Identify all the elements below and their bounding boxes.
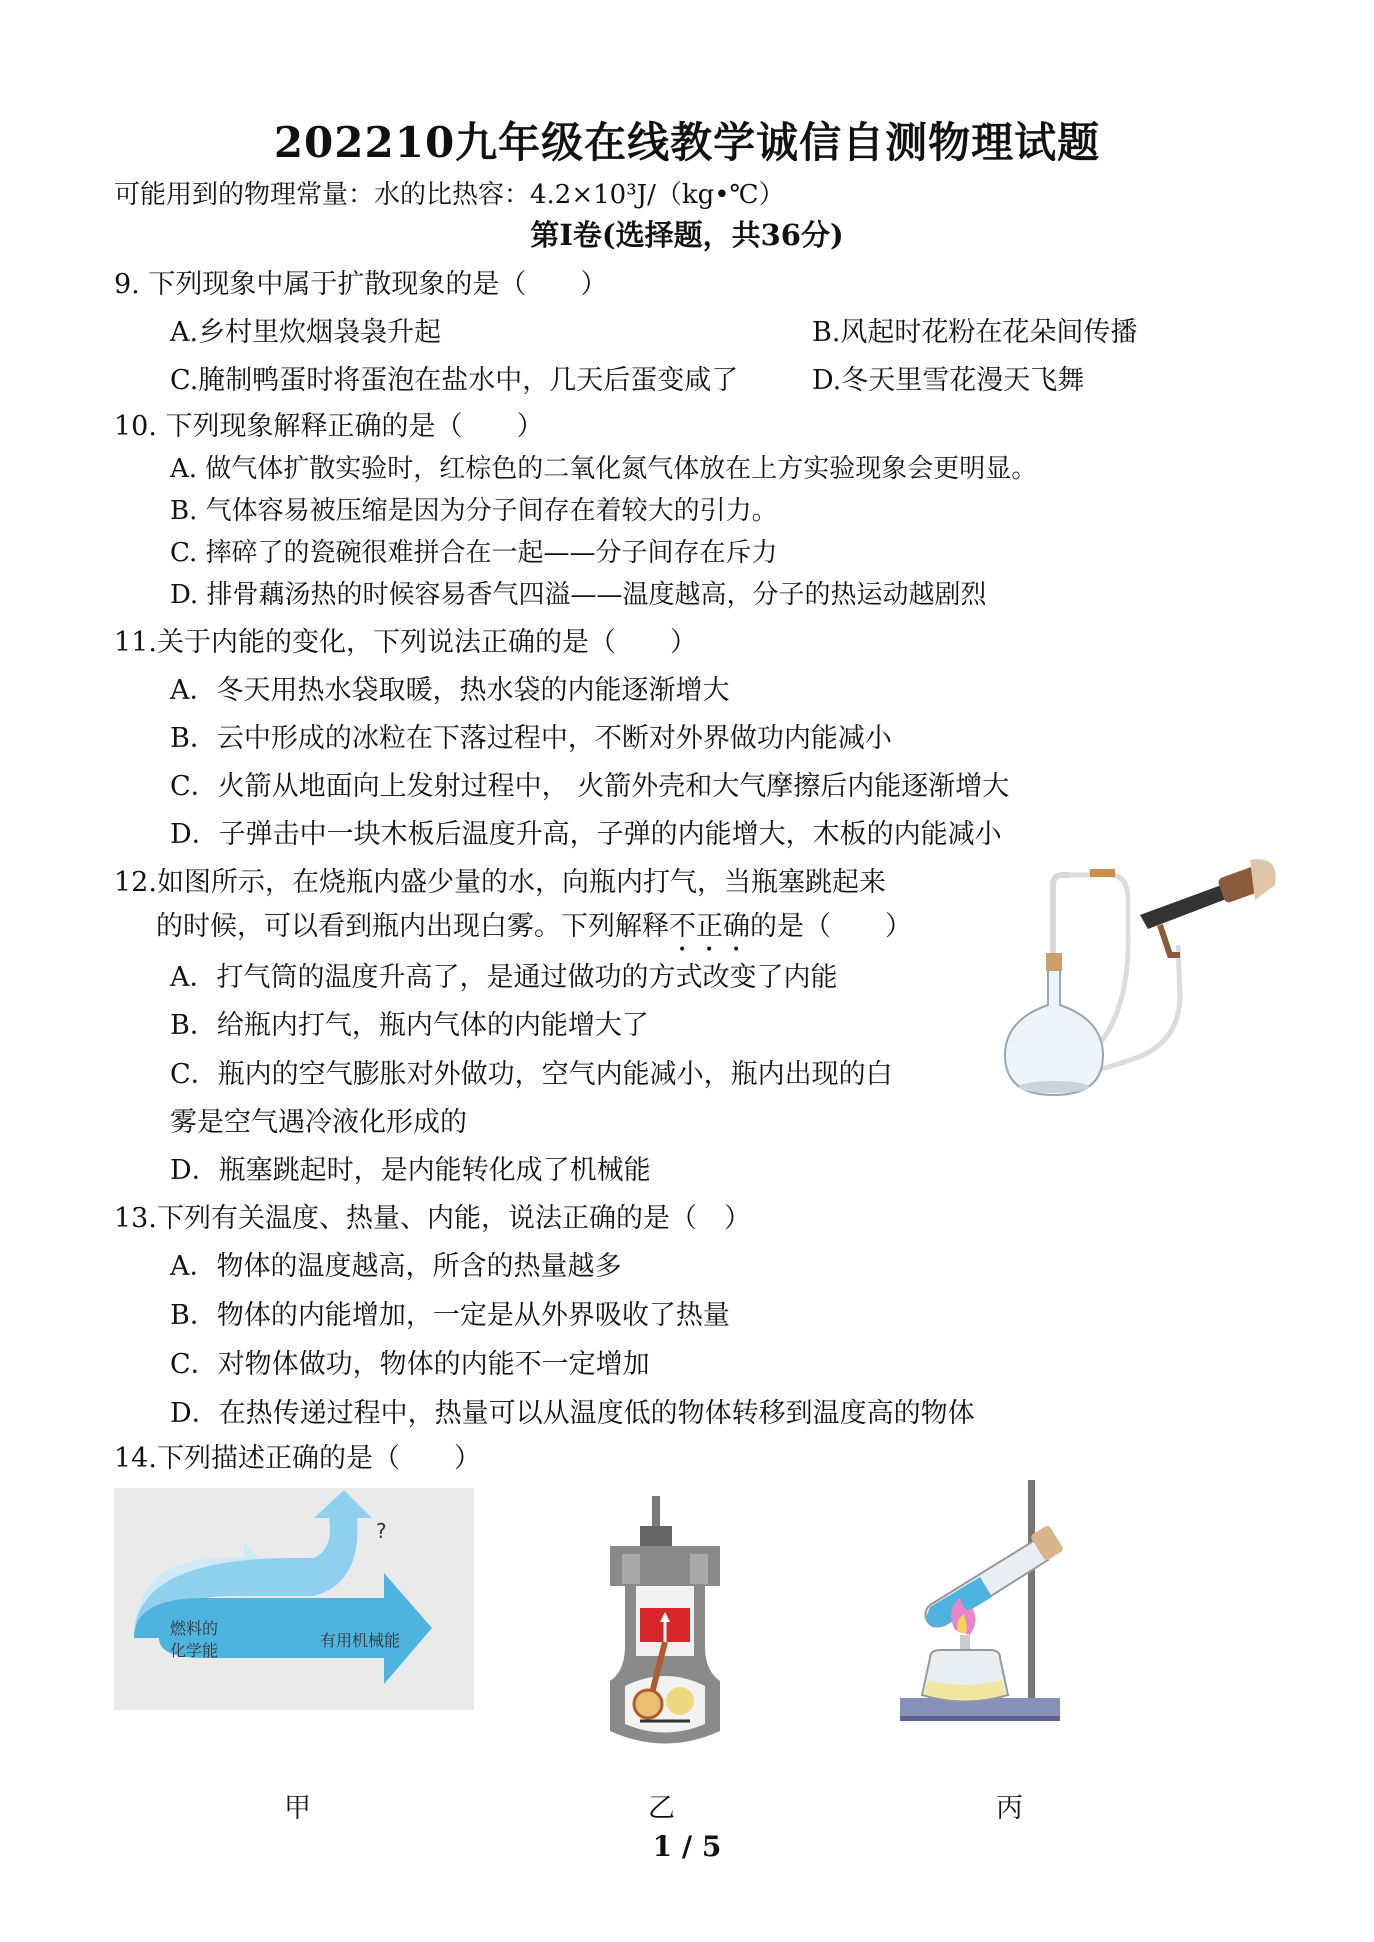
- engine-figure: [600, 1496, 730, 1750]
- question-9-option-d: D.冬天里雪花漫天飞舞: [812, 365, 1085, 396]
- question-12-option-d: D．瓶塞跳起时，是内能转化成了机械能: [170, 1155, 651, 1186]
- question-10-option-d: D. 排骨藕汤热的时候容易香气四溢——温度越高，分子的热运动越剧烈: [170, 580, 987, 610]
- question-9-option-c: C.腌制鸭蛋时将蛋泡在盐水中，几天后蛋变咸了: [170, 365, 739, 396]
- question-12-option-c-line1: C．瓶内的空气膨胀对外做功，空气内能减小，瓶内出现的白: [170, 1059, 893, 1090]
- question-13-option-d: D．在热传递过程中，热量可以从温度低的物体转移到温度高的物体: [170, 1398, 975, 1429]
- pump-icon: [1140, 859, 1276, 955]
- question-10-option-c: C. 摔碎了的瓷碗很难拼合在一起——分子间存在斥力: [170, 538, 778, 568]
- question-11-stem: 11.关于内能的变化，下列说法正确的是（ ）: [114, 627, 697, 658]
- page-number: 1 / 5: [652, 1830, 722, 1863]
- fuel-label-line1: 燃料的: [170, 1619, 219, 1638]
- question-13-option-b: B．物体的内能增加，一定是从外界吸收了热量: [170, 1300, 730, 1331]
- question-12-option-a: A．打气筒的温度升高了，是通过做功的方式改变了内能: [170, 962, 838, 993]
- question-12-stem-post: 的是（ ）: [750, 911, 912, 942]
- figure-label-bing: 丙: [996, 1793, 1023, 1824]
- question-10-option-b: B. 气体容易被压缩是因为分子间存在着较大的引力。: [170, 496, 778, 526]
- test-tube-heating-figure: [900, 1480, 1090, 1725]
- question-10-option-a: A. 做气体扩散实验时，红棕色的二氧化氮气体放在上方实验现象会更明显。: [170, 454, 1038, 484]
- test-tube-icon: [926, 1524, 1065, 1626]
- question-12-stem-line1: 12.如图所示，在烧瓶内盛少量的水，向瓶内打气，当瓶塞跳起来: [114, 867, 886, 898]
- question-12-stem-line2: [156, 904, 912, 958]
- question-11-option-a: A．冬天用热水袋取暖，热水袋的内能逐渐增大: [170, 675, 730, 706]
- question-14-stem: 14.下列描述正确的是（ ）: [114, 1443, 481, 1474]
- flask-pump-figure: [950, 855, 1280, 1105]
- flask-icon: [1005, 953, 1103, 1095]
- useful-energy-label: 有用机械能: [320, 1631, 401, 1650]
- question-11-option-d: D．子弹击中一块木板后温度升高，子弹的内能增大，木板的内能减小: [170, 819, 1002, 850]
- question-13-option-a: A．物体的温度越高，所含的热量越多: [170, 1251, 622, 1282]
- question-mark: ?: [376, 1519, 387, 1543]
- question-11-option-c: C．火箭从地面向上发射过程中， 火箭外壳和大气摩擦后内能逐渐增大: [170, 771, 1010, 802]
- question-12-stem-pre: 的时候，可以看到瓶内出现白雾。下列解释: [156, 911, 669, 942]
- question-9-option-a: A.乡村里炊烟袅袅升起: [170, 317, 442, 348]
- question-13-option-c: C．对物体做功，物体的内能不一定增加: [170, 1349, 650, 1380]
- question-9-stem: 9. 下列现象中属于扩散现象的是（ ）: [114, 269, 608, 300]
- question-13-stem: 13.下列有关温度、热量、内能，说法正确的是（ ）: [114, 1203, 751, 1234]
- figure-label-jia: 甲: [284, 1793, 311, 1824]
- question-9-option-b: B.风起时花粉在花朵间传播: [812, 317, 1138, 348]
- figure-label-yi: 乙: [648, 1793, 675, 1824]
- fuel-label-line2: 化学能: [170, 1641, 219, 1660]
- question-11-option-b: B．云中形成的冰粒在下落过程中，不断对外界做功内能减小: [170, 723, 892, 754]
- question-12-option-c-line2: 雾是空气遇冷液化形成的: [170, 1107, 467, 1138]
- page-title: 202210九年级在线教学诚信自测物理试题: [273, 118, 1101, 167]
- question-12-option-b: B．给瓶内打气，瓶内气体的内能增大了: [170, 1010, 649, 1041]
- energy-flow-figure: [114, 1488, 474, 1710]
- section-heading: 第Ⅰ卷(选择题，共36分): [530, 218, 844, 252]
- question-12-stem-emphasis: 不正确: [669, 911, 750, 942]
- question-10-stem: 10. 下列现象解释正确的是（ ）: [114, 411, 544, 442]
- constants-line: 可能用到的物理常量：水的比热容：4.2×10³J/（kg•℃）: [114, 180, 785, 210]
